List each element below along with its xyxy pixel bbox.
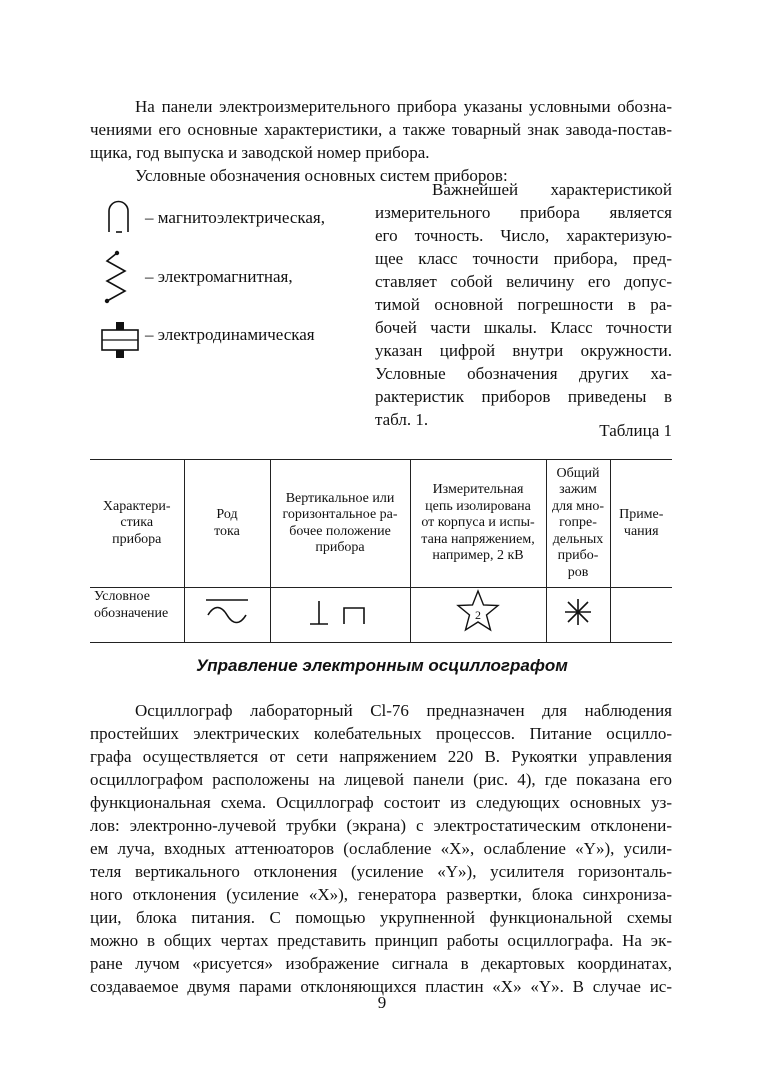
body-line: простейших электрических колебательных процессов. Питание осцилло- (90, 724, 672, 743)
table-cell (546, 588, 610, 643)
body-paragraph (90, 699, 672, 998)
table-cell (184, 588, 270, 643)
table-header-cell: Общий зажим для мно- гопре- дельных прибо- ров (546, 460, 610, 588)
table-caption: Таблица 1 (599, 421, 672, 440)
table-header-cell: Вертикальное или горизонтальное ра- бочее положение прибора (270, 460, 410, 588)
accuracy-line: щее класс точности прибора, пред- (375, 249, 672, 268)
table-header-row (90, 460, 672, 588)
characteristics-table (90, 459, 672, 643)
system-label: – магнитоэлектрическая, (145, 208, 325, 227)
electromagnetic-symbol-icon (95, 249, 135, 305)
table-row-label: Условное обозначение (90, 588, 184, 643)
accuracy-line: указан цифрой внутри окружности. (375, 341, 672, 360)
page-number: 9 (377, 993, 387, 1012)
intro-line: На панели электроизмерительного прибора указаны условными обозна- (135, 97, 672, 116)
common-terminal-icon (561, 595, 595, 629)
intro-line: чениями его основные характеристики, а также товарный знак завода-постав- (90, 120, 672, 139)
systems-title: Условные обозначения основных систем приборов: (135, 166, 508, 185)
body-line: Осциллограф лабораторный Cl-76 предназначен для наблюдения (135, 701, 672, 720)
accuracy-line: Важнейшей характеристикой (432, 180, 672, 199)
accuracy-paragraph (375, 178, 672, 431)
body-line: теля вертикального отклонения (усиление «Y»), усилителя горизонталь- (90, 862, 672, 881)
accuracy-line: его точность. Число, характеризую- (375, 226, 672, 245)
electrodynamic-symbol-icon (95, 318, 147, 364)
table-header-cell: Приме- чания (610, 460, 672, 588)
table-cell (410, 588, 546, 643)
section-heading: Управление электронным осциллографом (196, 656, 568, 675)
body-line: ции, блока питания. С помощью укрупненной функциональной схемы (90, 908, 672, 927)
body-line: графа осуществляется от сети напряжением 220 В. Рукоятки управления (90, 747, 672, 766)
star-insulation-icon (454, 589, 502, 635)
accuracy-line: Условные обозначения других ха- (375, 364, 672, 383)
table-header-cell: Род тока (184, 460, 270, 588)
intro-paragraph (90, 95, 672, 187)
accuracy-line: бочей части шкалы. Класс точности (375, 318, 672, 337)
star-value: 2 (475, 608, 481, 622)
accuracy-line: рактеристик приборов приведены в (375, 387, 672, 406)
body-line: можно в общих чертах представить принцип работы осциллографа. На эк- (90, 931, 672, 950)
accuracy-line: измерительного прибора является (375, 203, 672, 222)
body-line: функциональная схема. Осциллограф состоит из следующих основных уз- (90, 793, 672, 812)
table-header-cell: Характери- стика прибора (90, 460, 184, 588)
accuracy-line: ставляет собой величину его допус- (375, 272, 672, 291)
intro-line: щика, год выпуска и заводской номер прибора. (90, 143, 430, 162)
table-header-cell: Измерительная цепь изолирована от корпуса и испы- тана напряжением, например, 2 кВ (410, 460, 546, 588)
table-cell (610, 588, 672, 643)
magnetoelectric-symbol-icon (95, 194, 135, 238)
table-cell (270, 588, 410, 643)
alternating-current-icon (202, 595, 252, 629)
accuracy-line: тимой основной погрешности в ра- (375, 295, 672, 314)
body-line: ране лучом «рисуется» изображение сигнала в декартовых координатах, (90, 954, 672, 973)
position-symbols-icon (300, 595, 380, 629)
body-line: ем луча, входных аттенюаторов (ослабление «X», ослабление «Y»), усили- (90, 839, 672, 858)
body-line: создаваемое двумя парами отклоняющихся пластин «X» «Y». В случае ис- (90, 977, 672, 996)
body-line: лов: электронно-лучевой трубки (экрана) с электростатическим отклонени- (90, 816, 672, 835)
table-row (90, 588, 672, 643)
body-line: ного отклонения (усиление «X»), генератора развертки, блока синхрониза- (90, 885, 672, 904)
system-label: – электродинамическая (145, 325, 315, 344)
body-line: осциллографом расположены на лицевой панели (рис. 4), где показана его (90, 770, 672, 789)
system-label: – электромагнитная, (145, 267, 293, 286)
accuracy-line: табл. 1. (375, 410, 429, 429)
